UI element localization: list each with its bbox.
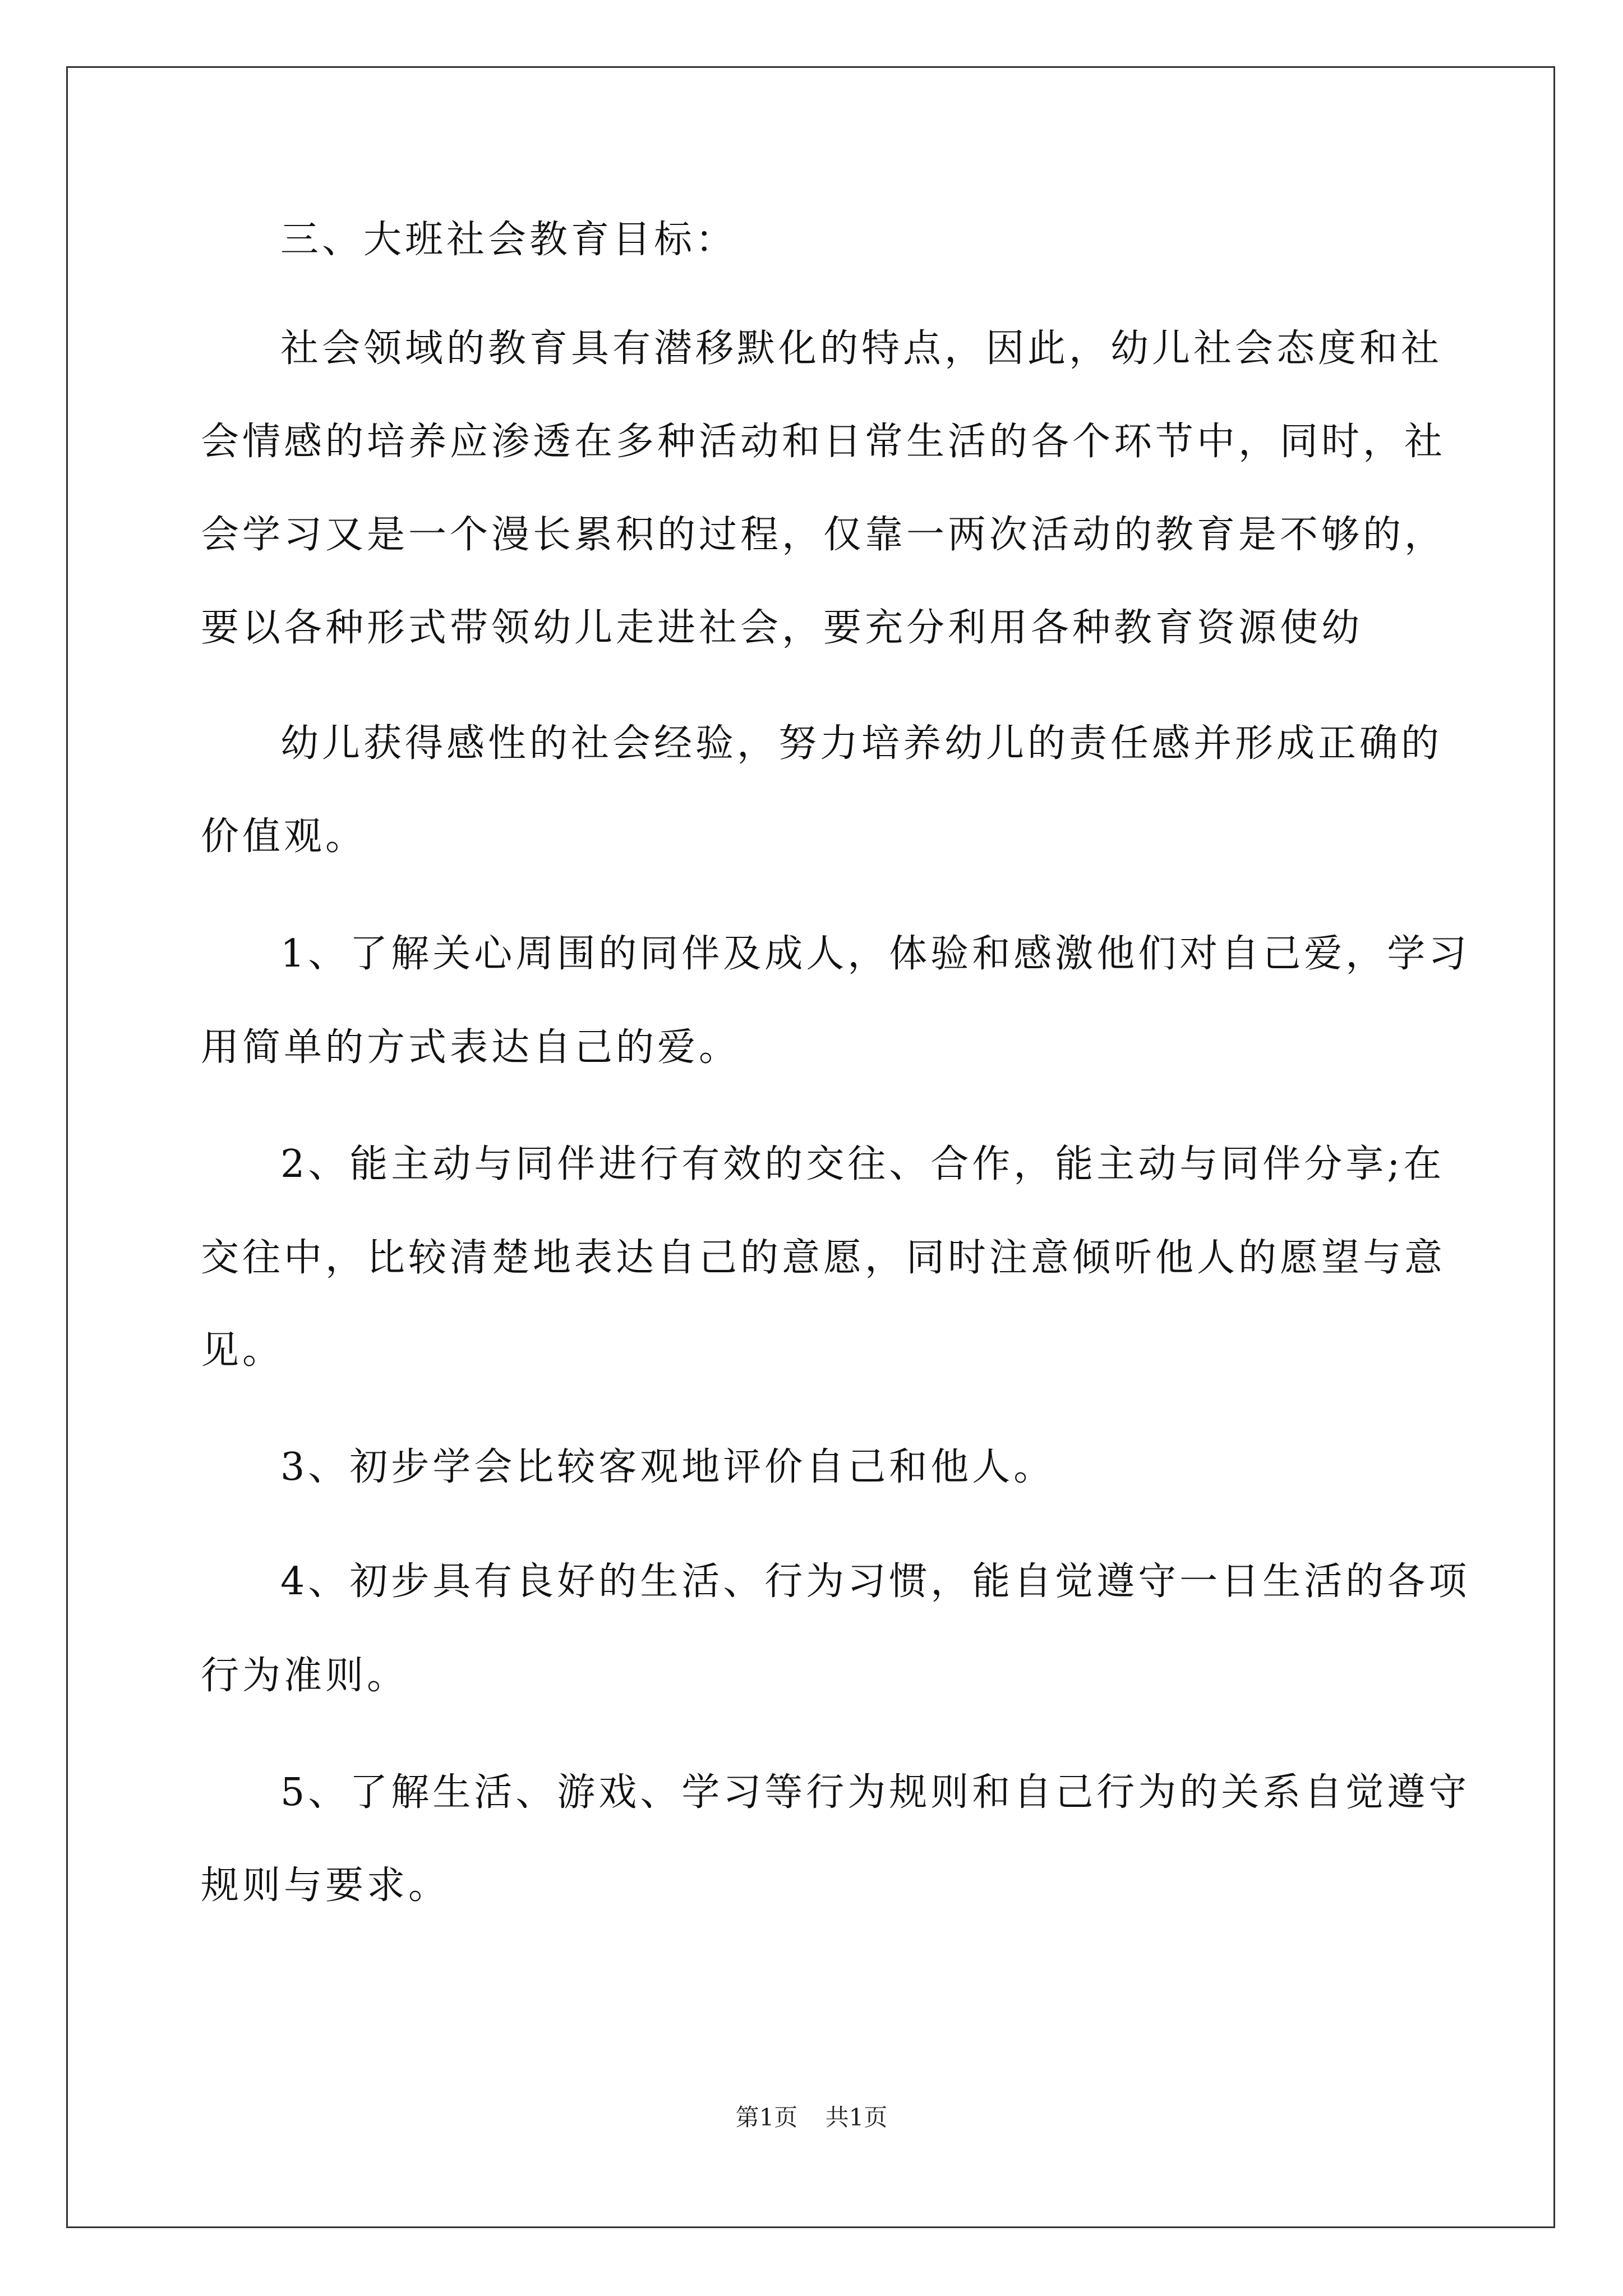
paragraph-line: 会情感的培养应渗透在多种活动和日常生活的各个环节中，同时，社 [201, 420, 1446, 464]
list-item-line: 2、能主动与同伴进行有效的交往、合作，能主动与同伴分享;在 [280, 1142, 1445, 1186]
list-item-line: 4、初步具有良好的生活、行为习惯，能自觉遵守一日生活的各项 [280, 1559, 1470, 1604]
paragraph-line: 要以各种形式带领幼儿走进社会，要充分利用各种教育资源使幼 [201, 606, 1363, 650]
list-item-line: 规则与要求。 [201, 1864, 450, 1908]
list-item-line: 行为准则。 [201, 1654, 409, 1698]
list-item-line: 5、了解生活、游戏、学习等行为规则和自己行为的关系自觉遵守 [280, 1770, 1470, 1815]
paragraph-line: 价值观。 [201, 815, 367, 859]
list-item-line: 用简单的方式表达自己的爱。 [201, 1025, 741, 1070]
list-item-line: 1、了解关心周围的同伴及成人，体验和感激他们对自己爱，学习 [280, 932, 1470, 976]
list-item-line: 见。 [201, 1328, 284, 1373]
paragraph-line: 社会领域的教育具有潜移默化的特点，因此，幼儿社会态度和社 [280, 326, 1443, 371]
paragraph-line: 会学习又是一个漫长累积的过程，仅靠一两次活动的教育是不够的， [201, 513, 1446, 557]
list-item-line: 3、初步学会比较客观地评价自己和他人。 [280, 1445, 1055, 1489]
paragraph-line: 幼儿获得感性的社会经验，努力培养幼儿的责任感并形成正确的 [280, 721, 1443, 766]
section-heading: 三、大班社会教育目标： [280, 218, 737, 262]
page-footer [0, 2101, 1623, 2134]
list-item-line: 交往中，比较清楚地表达自己的意愿，同时注意倾听他人的愿望与意 [201, 1236, 1446, 1280]
page-total: 共1页 [825, 2104, 888, 2131]
page-number: 第1页 [735, 2104, 798, 2131]
